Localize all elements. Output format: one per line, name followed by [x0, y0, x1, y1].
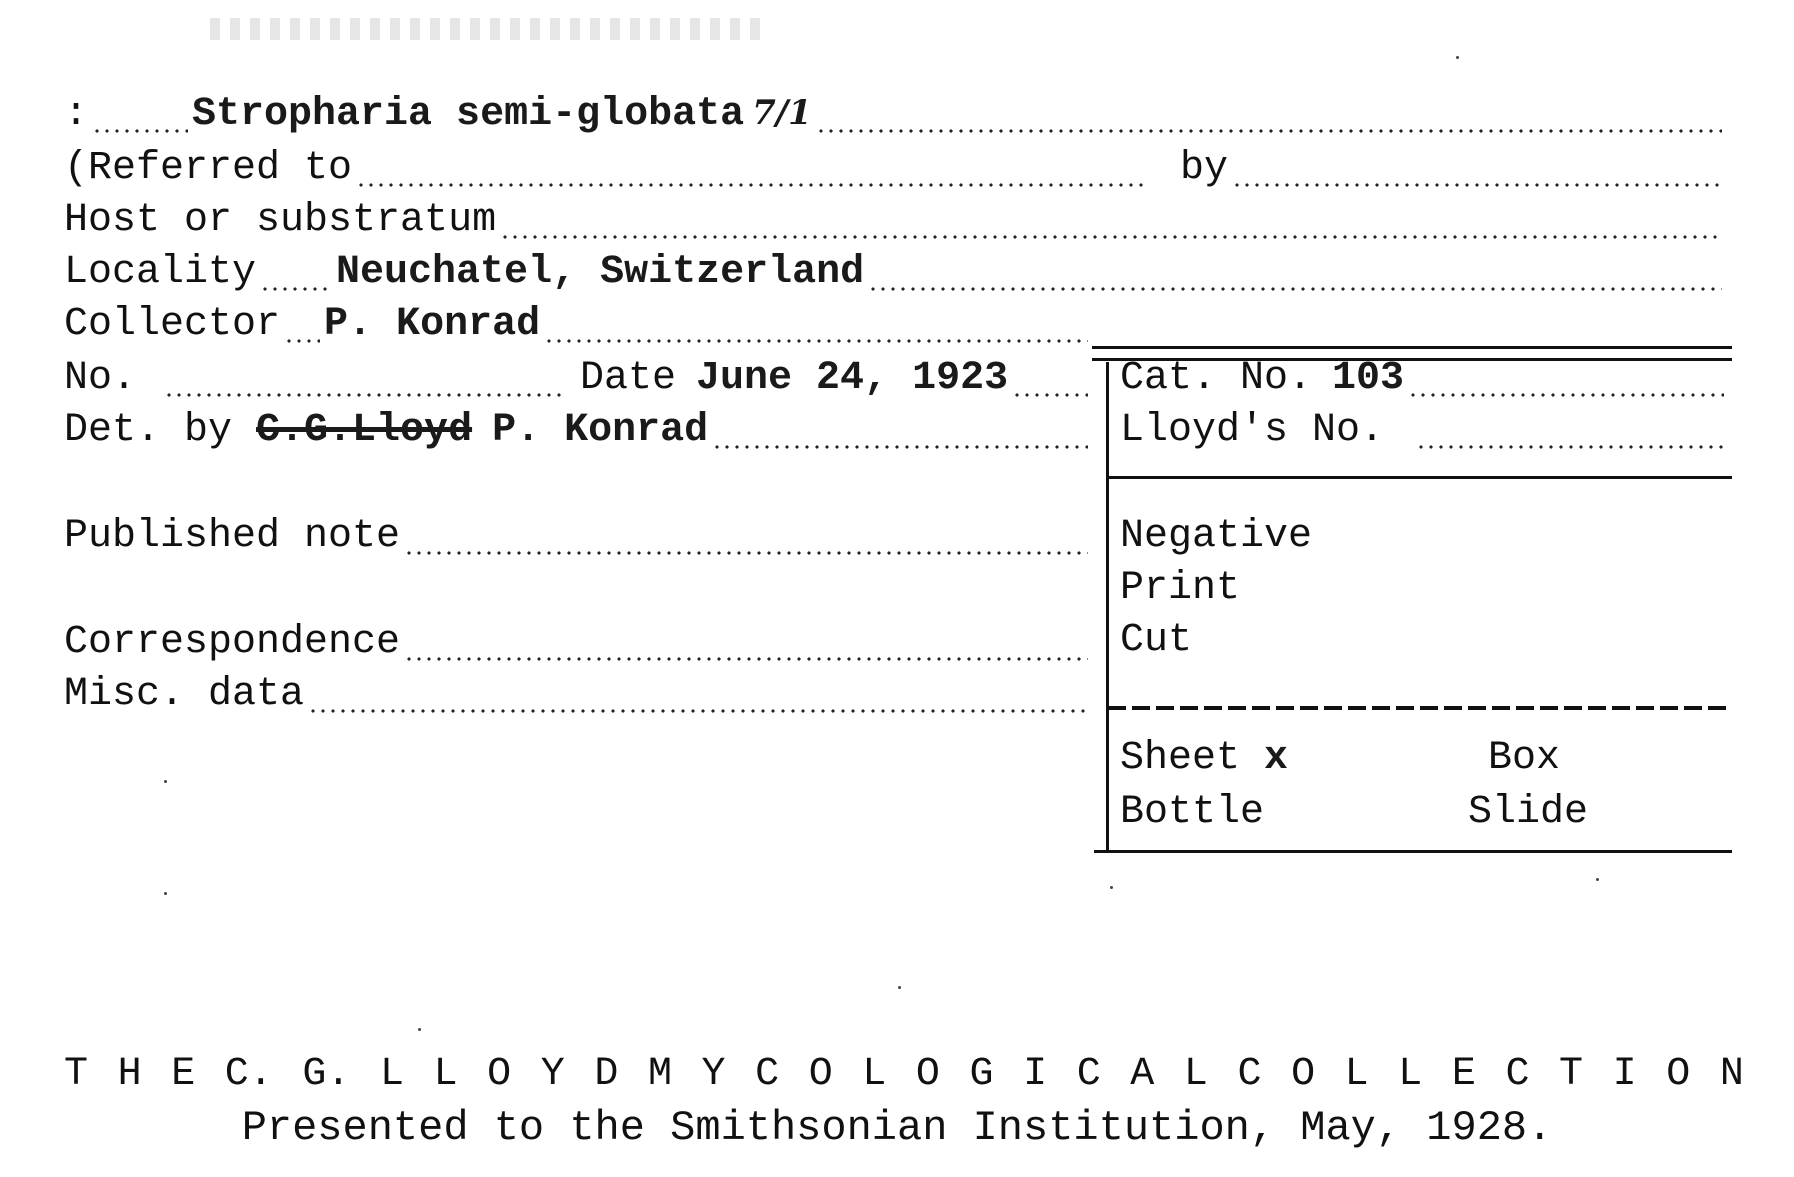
locality-row [64, 250, 1726, 304]
locality-label: Locality [64, 250, 257, 295]
collection-title-letter: L [1183, 1052, 1208, 1097]
print-label: Print [1120, 566, 1241, 611]
collector-value: P. Konrad [324, 302, 541, 347]
collection-title-letter: L [433, 1052, 458, 1097]
speck [1596, 878, 1599, 881]
speck [1456, 56, 1459, 59]
collection-title-letter: C [755, 1052, 780, 1097]
collection-title-letter: O [1666, 1052, 1691, 1097]
faded-header [210, 18, 770, 40]
collection-title-letter: C [1237, 1052, 1262, 1097]
box-dashed-divider [1108, 706, 1732, 710]
locality-value: Neuchatel, Switzerland [336, 250, 865, 295]
date-label: Date [580, 356, 677, 401]
collection-title-letter: L [1344, 1052, 1369, 1097]
det-struck-name: C.G.Lloyd [256, 408, 473, 453]
collection-title-letter: L [1398, 1052, 1423, 1097]
number-date-row [64, 356, 1092, 410]
cat-no-row [1120, 356, 1728, 410]
speck [898, 986, 901, 989]
negative-row [1120, 514, 1728, 568]
misc-data-row [64, 672, 1092, 726]
det-label: Det. by [64, 408, 233, 453]
box-left-rule [1106, 362, 1109, 852]
collection-subtitle: Presented to the Smithsonian Institution, May, 1928. [241, 1104, 1553, 1152]
negative-label: Negative [1120, 514, 1313, 559]
cut-row [1120, 618, 1728, 672]
collector-label: Collector [64, 302, 281, 347]
referred-by-label: by [1180, 146, 1229, 191]
published-label: Published note [64, 514, 401, 559]
host-row [64, 198, 1726, 252]
collection-title-letter: E [171, 1052, 196, 1097]
sheet-box-row [1120, 736, 1728, 790]
speck [418, 1028, 421, 1031]
species-prefix: : [64, 92, 89, 137]
referred-label: (Referred to [64, 146, 353, 191]
species-name: Stropharia semi-globata [192, 92, 745, 137]
collection-title-letter: T [64, 1052, 89, 1097]
referred-row [64, 146, 1726, 200]
collection-title-letter: C [1076, 1052, 1101, 1097]
box-top-rule [1092, 346, 1732, 349]
collection-title-letter: Y [540, 1052, 565, 1097]
host-label: Host or substratum [64, 198, 497, 243]
collection-title-letter: C [1505, 1052, 1530, 1097]
misc-label: Misc. data [64, 672, 305, 717]
slide-label: Slide [1468, 790, 1589, 835]
species-mark: 7/1 [752, 93, 812, 133]
collection-title-letter: A [1130, 1052, 1155, 1097]
collection-title-letter: O [808, 1052, 833, 1097]
collection-title-letter: O [1291, 1052, 1316, 1097]
collection-title-letter: H [117, 1052, 142, 1097]
collection-title-letter: L [379, 1052, 404, 1097]
correspondence-row [64, 620, 1092, 674]
speck [164, 780, 167, 783]
sheet-label: Sheet [1120, 736, 1241, 781]
print-row [1120, 566, 1728, 620]
correspondence-label: Correspondence [64, 620, 401, 665]
collection-title-letter: I [1023, 1052, 1048, 1097]
collector-row [64, 302, 1092, 356]
collection-title-letter: O [915, 1052, 940, 1097]
cat-value: 103 [1332, 356, 1405, 401]
date-value: June 24, 1923 [696, 356, 1009, 401]
collection-title-letter: T [1559, 1052, 1584, 1097]
box-label: Box [1488, 736, 1561, 781]
collection-title-letter: G. [302, 1052, 351, 1097]
bottle-slide-row [1120, 790, 1728, 844]
collection-title-letter: M [647, 1052, 672, 1097]
determined-by-row [64, 408, 1092, 462]
published-note-row [64, 514, 1092, 568]
collection-title-letter: E [1451, 1052, 1476, 1097]
speck [1110, 886, 1113, 889]
collection-title [64, 1052, 1744, 1097]
cut-label: Cut [1120, 618, 1193, 663]
speck [164, 892, 167, 895]
lloyd-label: Lloyd's No. [1120, 408, 1385, 453]
collection-title-letter: L [862, 1052, 887, 1097]
collection-title-letter: I [1612, 1052, 1637, 1097]
bottle-label: Bottle [1120, 790, 1265, 835]
collection-title-letter: G [969, 1052, 994, 1097]
det-value: P. Konrad [492, 408, 709, 453]
sheet-mark: x [1264, 736, 1289, 781]
cat-label: Cat. No. [1120, 356, 1313, 401]
box-bottom-rule [1094, 850, 1732, 853]
lloyd-underline [1108, 476, 1732, 479]
collection-title-letter: Y [701, 1052, 726, 1097]
collection-title-letter: N [1719, 1052, 1744, 1097]
collection-title-letter: O [487, 1052, 512, 1097]
collection-title-letter: D [594, 1052, 619, 1097]
no-label: No. [64, 356, 137, 401]
lloyd-no-row [1120, 408, 1728, 462]
collection-title-letter: C. [224, 1052, 273, 1097]
species-row [64, 92, 1726, 146]
